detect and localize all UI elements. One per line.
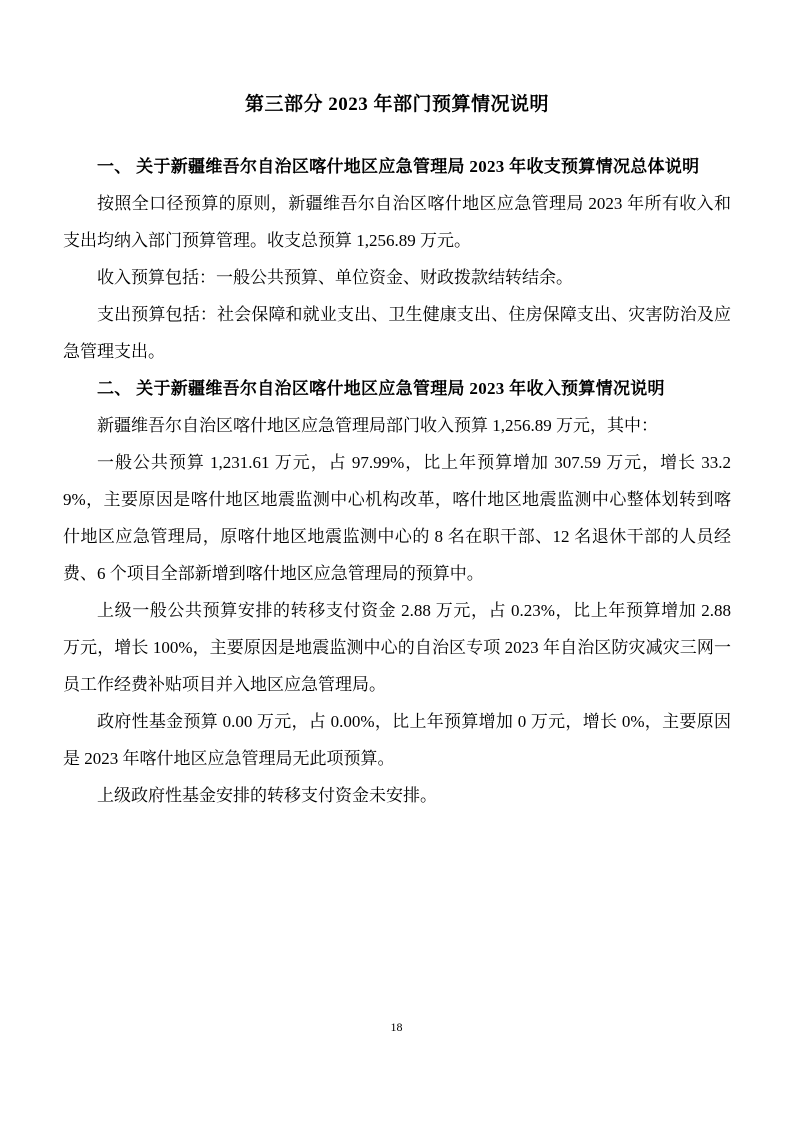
section-1-paragraph: 按照全口径预算的原则，新疆维吾尔自治区喀什地区应急管理局 2023 年所有收入和支出均纳入部门预算管理。收支总预算 1,256.89 万元。 [63, 194, 731, 250]
section-2-paragraph: 政府性基金预算 0.00 万元，占 0.00%，比上年预算增加 0 万元，增长 0%，主要原因是 2023 年喀什地区应急管理局无此项预算。 [63, 712, 731, 768]
section-1-paragraph: 支出预算包括：社会保障和就业支出、卫生健康支出、住房保障支出、灾害防治及应急管理支出。 [63, 305, 731, 361]
section-2-paragraph: 一般公共预算 1,231.61 万元，占 97.99%，比上年预算增加 307.59 万元，增长 33.29%，主要原因是喀什地区地震监测中心机构改革，喀什地区地震监测中心整体划转到喀什地区应急管理局，原喀什地区地震监测中心的 8 名在职干部、12 名退休干部的人员经费、6 个项目全部新增到喀什地区应急管理局的预算中。 [63, 453, 731, 583]
section-2-paragraph: 新疆维吾尔自治区喀什地区应急管理局部门收入预算 1,256.89 万元，其中： [97, 416, 658, 435]
page-title: 第三部分 2023 年部门预算情况说明 [244, 94, 549, 115]
section-2-heading: 二、 关于新疆维吾尔自治区喀什地区应急管理局 2023 年收入预算情况说明 [97, 379, 665, 398]
page-number: 18 [390, 1020, 403, 1034]
section-1-heading: 一、 关于新疆维吾尔自治区喀什地区应急管理局 2023 年收支预算情况总体说明 [97, 157, 700, 176]
section-2-paragraph: 上级一般公共预算安排的转移支付资金 2.88 万元，占 0.23%，比上年预算增加 2.88 万元，增长 100%，主要原因是地震监测中心的自治区专项 2023 年自治区防灾减灾三网一员工作经费补贴项目并入地区应急管理局。 [63, 601, 731, 694]
section-1-paragraph: 收入预算包括：一般公共预算、单位资金、财政拨款结转结余。 [97, 268, 573, 287]
section-2-paragraph: 上级政府性基金安排的转移支付资金未安排。 [97, 786, 437, 805]
